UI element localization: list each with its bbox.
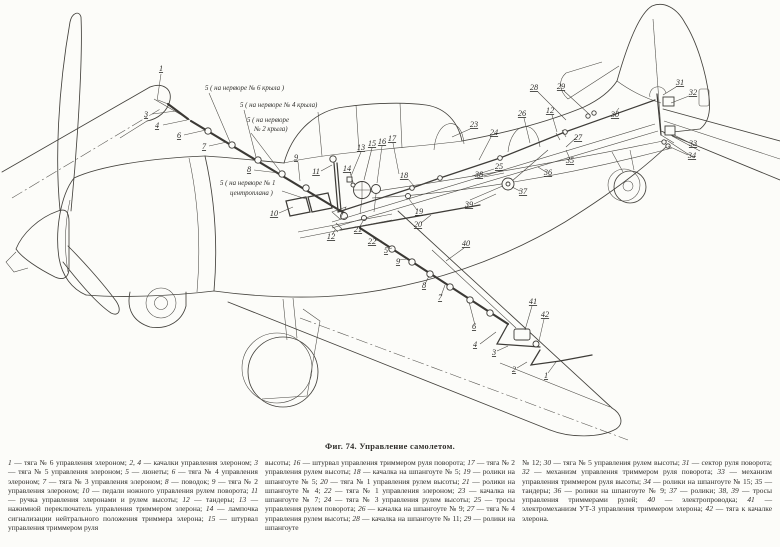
- control-stick: [334, 163, 341, 211]
- leader-line: [209, 142, 227, 146]
- leader-line: [480, 332, 496, 344]
- callout-41: 41: [528, 297, 538, 306]
- leader-line: [279, 207, 293, 213]
- cowling: [58, 178, 86, 295]
- legend-item-number: 23: [457, 485, 466, 495]
- callout-7: 7: [201, 142, 207, 151]
- leader-line: [298, 162, 300, 181]
- callout-35: 35: [565, 156, 575, 165]
- rib-annotation: 5 ( на нервюре № 4 крыла): [240, 102, 318, 109]
- ut3-mechanism: [514, 329, 530, 340]
- elevator-trim-mechanism: [665, 126, 675, 135]
- indicator-lamp: [351, 183, 355, 187]
- legend-item-number: 28: [352, 513, 360, 523]
- callout-14: 14: [342, 164, 352, 173]
- legend-item-number: 34: [643, 476, 651, 486]
- callout-40: 40: [461, 239, 471, 248]
- rudder-pedals: [286, 193, 332, 216]
- leader-line: [539, 319, 544, 341]
- callout-17: 17: [387, 134, 397, 143]
- legend-item-number: 1: [8, 458, 12, 467]
- canopy: [284, 103, 462, 163]
- callout-4: 4: [154, 121, 160, 130]
- airframe-outline: [2, 4, 780, 440]
- leader-line: [479, 137, 491, 160]
- callout-1: 1: [158, 64, 164, 73]
- legend-item-number: 17: [467, 458, 475, 467]
- rudder-trim-mechanism: [663, 97, 674, 106]
- callout-1: 1: [543, 371, 549, 380]
- callout-7: 7: [437, 293, 443, 302]
- rib-annotation: 5 ( на нервюре № 1: [220, 180, 276, 187]
- callout-28: 28: [529, 83, 539, 92]
- rib-annotation: центроплана ): [230, 190, 273, 197]
- callout-11: 11: [312, 167, 320, 176]
- propeller-blade-lower: [63, 246, 119, 314]
- legend-item-number: 10: [81, 485, 90, 495]
- leader-line: [364, 148, 372, 180]
- legend-item-number: 35: [754, 476, 763, 486]
- callout-23: 23: [469, 120, 479, 129]
- legend-item-number: 18: [353, 467, 361, 477]
- elevator-rod-run: [338, 100, 655, 212]
- legend-item-number: 7: [42, 476, 47, 486]
- leader-line: [399, 259, 407, 260]
- legend-item-number: 6: [171, 467, 176, 477]
- legend-item-number: 11: [251, 485, 258, 495]
- callout-8: 8: [246, 165, 252, 174]
- stabilizer-right: [663, 109, 780, 141]
- callout-5: 5: [383, 246, 389, 255]
- legend-item-number: 40: [647, 495, 655, 505]
- legend-item-number: 22: [323, 485, 332, 495]
- callout-42: 42: [540, 310, 550, 319]
- spinner: [16, 210, 69, 279]
- callout-6: 6: [471, 322, 477, 331]
- legend-item-number: 14: [205, 504, 214, 514]
- callout-27: 27: [573, 133, 583, 142]
- electric-wiring: [432, 250, 516, 328]
- callout-19: 19: [414, 207, 424, 216]
- stabilizer-left: [561, 62, 619, 99]
- callout-25: 25: [494, 162, 504, 171]
- legend-item-number: 41: [747, 495, 755, 505]
- rib-annotation: 5 ( на нервюре № 6 крыла ): [205, 85, 285, 92]
- main-wheel: [248, 337, 318, 407]
- tailwheel-strut: [612, 150, 634, 172]
- leader-line: [421, 215, 431, 223]
- callout-24: 24: [489, 128, 499, 137]
- legend-item-number: 38, 39: [718, 485, 739, 495]
- callout-29: 29: [556, 82, 566, 91]
- legend-item-number: 30: [543, 458, 552, 467]
- legend-item-number: 37: [669, 485, 677, 495]
- callout-12: 12: [545, 106, 555, 115]
- legend-item-number: 31: [682, 458, 690, 467]
- legend-item-number: 20: [320, 476, 328, 486]
- callout-4: 4: [472, 340, 478, 349]
- callout-10: 10: [269, 209, 279, 218]
- leader-line: [525, 306, 532, 330]
- legend-column-2: высоты; 16 — штурвал управления триммером руля поворота; 17 — тяга № 2 управления рулем высоты; 18 — качалка на шпангоуте № 5; 19 — ролики на шпангоуте № 5; 20 — тяга № 1 управления рулем высоты; 21 — ролики на шпангоуте № 4; 22 — тяга № 1 управления элероном; 23 — качалка на шпангоуте № 7; 24 — тяга № 3 управления рулем высоты; 25 — тросы управления рулем поворота; 26 — качалка на шпангоуте № 9; 27 — тяга № 4 управления рулем высоты; 28 — качалка на шпангоуте № 11; 29 — ролики на шпангоуте: [265, 458, 515, 532]
- legend-item-number: 25: [473, 495, 482, 505]
- legend-item-number: 2, 4: [129, 458, 142, 467]
- callout-32: 32: [688, 88, 698, 97]
- callout-26: 26: [517, 109, 527, 118]
- legend-item-number: 24: [323, 495, 332, 505]
- legend-item-number: 13: [238, 495, 247, 505]
- legend-item-number: 8: [164, 476, 169, 486]
- leader-line: [548, 362, 556, 373]
- leader-line: [377, 146, 382, 183]
- callout-13: 13: [356, 143, 366, 152]
- callout-2: 2: [511, 365, 517, 374]
- rudder-trim-tab: [699, 89, 709, 106]
- legend-item-number: 3: [254, 458, 259, 467]
- propeller-blade-upper: [58, 13, 82, 211]
- legend-item-number: 27: [466, 504, 475, 514]
- leader-line: [408, 179, 414, 186]
- legend-item-number: 26: [357, 504, 366, 514]
- tail-fin: [617, 4, 710, 133]
- fuselage-bottom: [214, 147, 666, 297]
- centerline-right-wing: [300, 318, 628, 440]
- legend-item-number: 19: [463, 467, 471, 477]
- leader-line: [524, 118, 530, 143]
- leader-line: [474, 194, 496, 204]
- leader-line: [674, 135, 690, 143]
- callout-15: 15: [367, 139, 377, 148]
- callout-22: 22: [367, 237, 377, 246]
- callout-33: 33: [688, 139, 698, 148]
- aileron-rod-right: [360, 228, 508, 324]
- leader-line: [517, 362, 527, 368]
- frame-arch-7: [434, 124, 464, 150]
- callout-21: 21: [353, 225, 363, 234]
- legend-item-number: 12: [182, 495, 190, 505]
- callout-8: 8: [421, 281, 427, 290]
- leader-line: [564, 91, 589, 114]
- callout-layer: [143, 64, 697, 380]
- legend-item-number: 21: [462, 476, 470, 486]
- callout-38: 38: [474, 170, 484, 179]
- tailwheel: [614, 171, 646, 203]
- leader-line: [184, 130, 206, 135]
- legend-item-number: 16: [292, 458, 301, 467]
- legend-item-number: 36: [553, 485, 562, 495]
- right-wing: [395, 211, 612, 408]
- rib-annotation: 5 ( на нервюре: [247, 117, 290, 124]
- legend-item-number: 5: [125, 467, 129, 477]
- callout-30: 30: [610, 110, 620, 119]
- rib-annotation: № 2 крыла): [254, 126, 288, 133]
- leader-line: [282, 191, 306, 199]
- legend-item-number: 15: [207, 513, 216, 523]
- trim-handwheel-rudder: [372, 185, 381, 194]
- leader-line: [157, 74, 161, 101]
- callout-9: 9: [293, 153, 299, 162]
- legend-column-1: 1 — тяга № 6 управления элероном; 2, 4 — качалки управления элероном; 3 — тяга № 5 управления элероном; 5 — люнеты; 6 — тяга № 4 управления элероном; 7 — тяга № 3 управления элероном; 8 — поводок; 9 — тяга № 2 управления элероном; 10 — педали ножного управления рулем поворота; 11 — ручка управления элеронами и рулем высоты; 12 — тандеры; 13 — нажимной переключатель управления триммером элерона; 14 — лампочка сигнализации нейтрального положения триммера элерона; 15 — штурвал управления триммером руля: [8, 458, 259, 532]
- leader-line: [321, 165, 332, 171]
- legend-item-number: 9: [211, 476, 216, 486]
- leader-line: [446, 248, 464, 261]
- legend-item-number: 42: [705, 504, 713, 514]
- callout-36: 36: [543, 168, 553, 177]
- callout-18: 18: [399, 171, 409, 180]
- legend-item-number: 29: [463, 513, 472, 523]
- gear-door: [262, 309, 320, 399]
- legend-column-3: № 12; 30 — тяга № 5 управления рулем высоты; 31 — сектор руля поворота; 32 — механизм управления триммером руля поворота; 33 — механизм управления триммером руля высоты; 34 — ролики на шпангоуте № 15; 35 — тандеры; 36 — ролики на шпангоуте № 9; 37 — ролики; 38, 39 — тросы управления триммерами рулей; 40 — электропроводка; 41 — электромеханизм УТ-3 управления триммером элерона; 42 — тяга к качалке элерона.: [522, 458, 773, 523]
- figure-caption: Фиг. 74. Управление самолетом.: [325, 442, 455, 451]
- callout-3: 3: [491, 348, 497, 357]
- left-wing: [2, 87, 150, 172]
- figure-legend: [8, 458, 772, 532]
- callout-3: 3: [143, 110, 149, 119]
- control-runs: [158, 87, 700, 365]
- leader-line: [163, 120, 187, 125]
- callout-20: 20: [413, 220, 423, 229]
- leader-line: [351, 152, 361, 176]
- callout-37: 37: [518, 187, 528, 196]
- callout-34: 34: [687, 151, 697, 160]
- callout-6: 6: [176, 131, 182, 140]
- legend-item-number: 33: [717, 467, 725, 477]
- trim-switch: [347, 177, 352, 182]
- legend-item-number: 32: [522, 467, 530, 477]
- callout-31: 31: [675, 78, 685, 87]
- callout-9: 9: [395, 257, 401, 266]
- callout-12: 12: [326, 232, 336, 241]
- callout-39: 39: [464, 200, 474, 209]
- leader-line: [497, 346, 508, 351]
- callout-16: 16: [377, 137, 387, 146]
